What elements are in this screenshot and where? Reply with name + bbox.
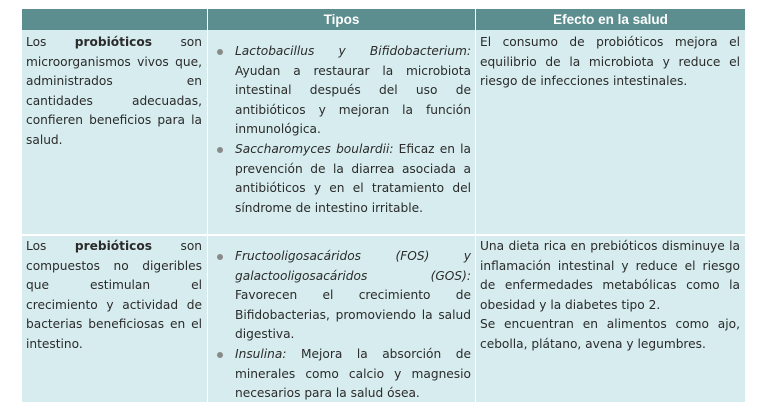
list-item: Insulina: Mejora la absorción de minerales como calcio y magnesio necesarios para la salud ósea. [213, 345, 471, 404]
row-prebiotics-definition: Los prebióticos son compuestos no digeribles que estimulan el crecimiento y actividad de bacterias beneficiosas en el intestino. [26, 239, 202, 351]
list-item: Lactobacillus y Bifidobacterium: Ayudan a restaurar la microbiota intestinal después del uso de antibióticos y mejoran la función inmunológica. [213, 42, 471, 140]
row-probiotics-types [213, 42, 471, 218]
column-divider [475, 9, 476, 402]
bullet-icon [217, 49, 223, 55]
list-item: Saccharomyces boulardii: Eficaz en la prevención de la diarrea asociada a antibióticos y en el tratamiento del síndrome de intestino irritable. [213, 140, 471, 218]
row-prebiotics-types [213, 247, 471, 404]
bullet-icon [217, 147, 223, 153]
row-probiotics-effect: El consumo de probióticos mejora el equilibrio de la microbiota y reduce el riesgo de infecciones intestinales. [480, 35, 740, 89]
column-divider [207, 9, 208, 402]
row-prebiotics-effect: Una dieta rica en prebióticos disminuye la inflamación intestinal y reduce el riesgo de enfermedades metabólicas como la obesidad y la diabetes tipo 2. Se encuentran en alimentos como ajo, cebolla, plátano, avena y legumbres. [480, 239, 740, 351]
bullet-icon [217, 254, 223, 260]
header-cell-concept [22, 9, 207, 30]
row-probiotics-definition: Los probióticos son microorganismos vivos que, administrados en cantidades adecuadas, confieren beneficios para la salud. [26, 35, 202, 147]
header-cell-types: Tipos [208, 9, 475, 30]
probiotics-prebiotics-table [22, 9, 745, 402]
row-divider [22, 234, 745, 236]
list-item: Fructooligosacáridos (FOS) y galactooligosacáridos (GOS): Favorecen el crecimiento de Bifidobacterias, promoviendo la salud digestiva. [213, 247, 471, 345]
bullet-icon [217, 352, 223, 358]
header-cell-health-effect: Efecto en la salud [476, 9, 745, 30]
